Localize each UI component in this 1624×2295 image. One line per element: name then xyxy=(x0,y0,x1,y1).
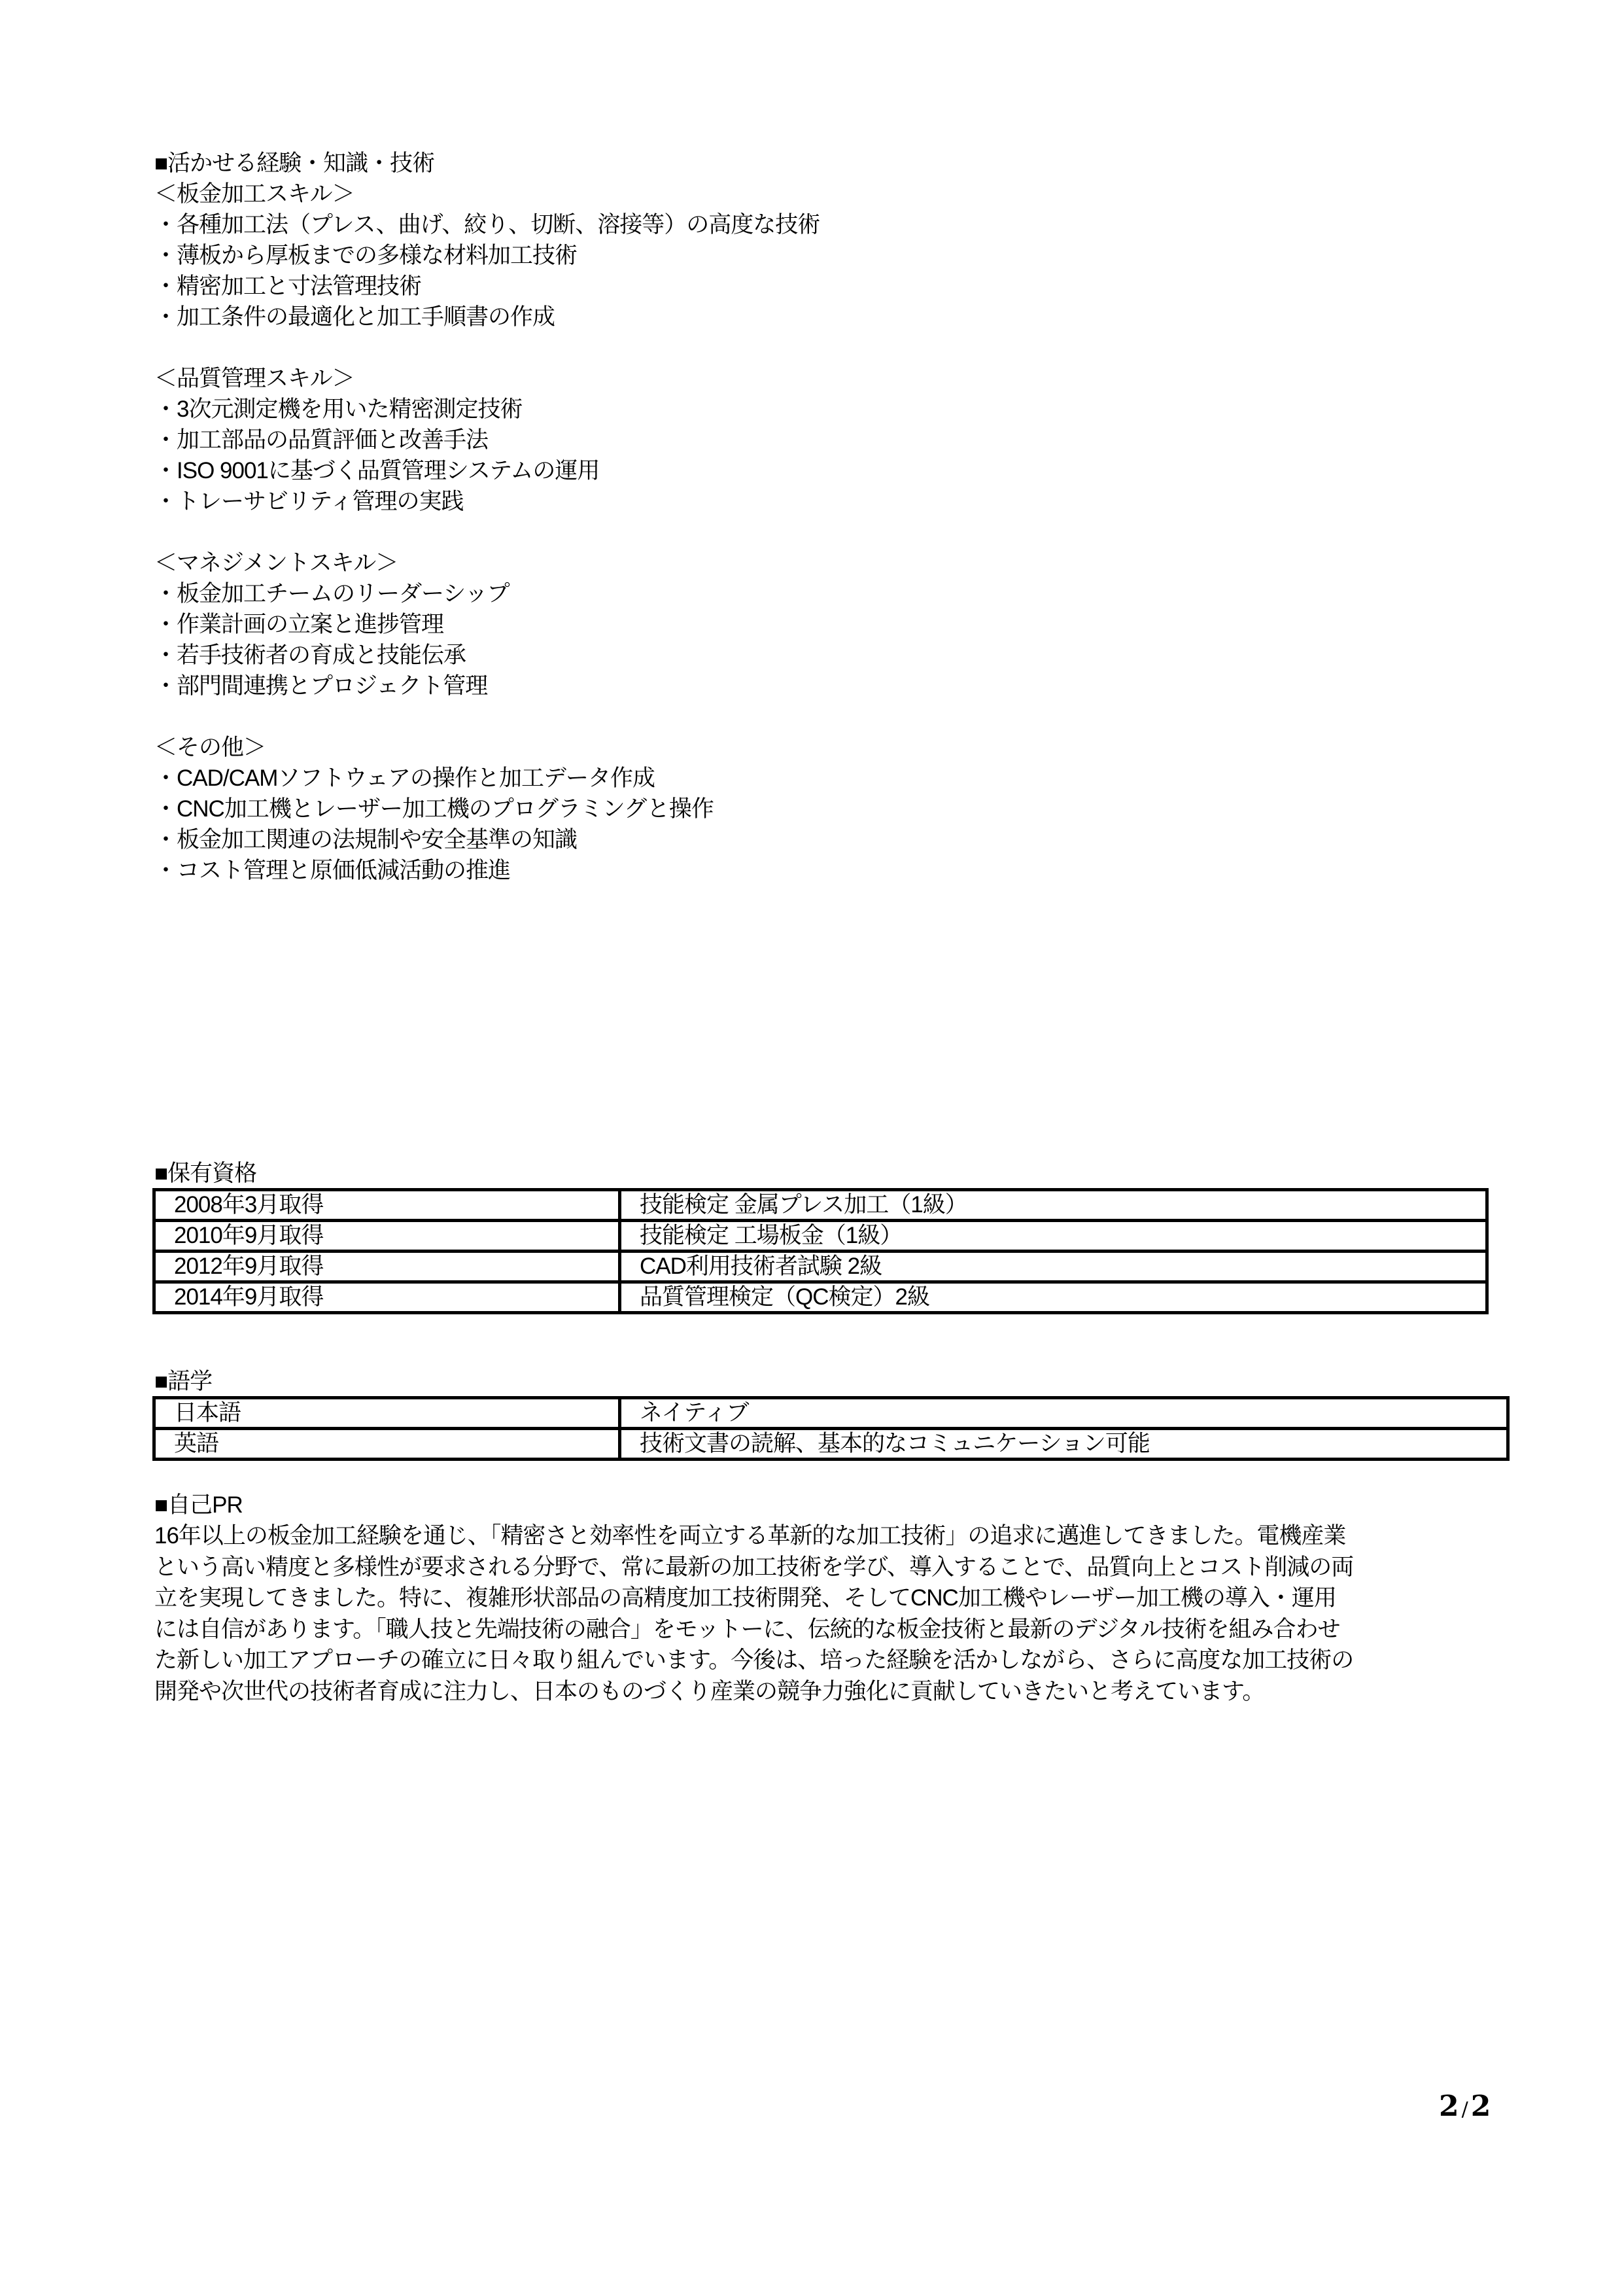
page-number xyxy=(1439,2087,1491,2129)
languages-heading: ■語学 xyxy=(154,1369,213,1394)
qualifications-heading: ■保有資格 xyxy=(154,1161,257,1186)
skill-item: ・部門間連携とプロジェクト管理 xyxy=(154,673,488,699)
languages-table xyxy=(152,1396,1510,1461)
qualifications-table xyxy=(152,1188,1489,1314)
skill-item: ・コスト管理と原価低減活動の推進 xyxy=(154,858,511,883)
skill-group-title-sheet-metal: ＜板金加工スキル＞ xyxy=(154,181,354,207)
skill-item: ・加工条件の最適化と加工手順書の作成 xyxy=(154,304,555,330)
qualification-date: 2012年9月取得 xyxy=(154,1252,620,1282)
page-separator: / xyxy=(1461,2098,1468,2121)
language-level: ネイティブ xyxy=(620,1398,1508,1429)
self-pr-heading: ■自己PR xyxy=(154,1492,243,1518)
skill-item: ・板金加工チームのリーダーシップ xyxy=(154,581,510,606)
qualification-date: 2014年9月取得 xyxy=(154,1282,620,1313)
skill-item: ・薄板から厚板までの多様な材料加工技術 xyxy=(154,243,578,268)
skill-item: ・板金加工関連の法規制や安全基準の知識 xyxy=(154,827,578,852)
skill-item: ・CAD/CAMソフトウェアの操作と加工データ作成 xyxy=(154,765,655,791)
page-total: 2 xyxy=(1470,2090,1491,2123)
page-current: 2 xyxy=(1439,2090,1459,2123)
self-pr-line: 開発や次世代の技術者育成に注力し、日本のものづくり産業の競争力強化に貢献していきたいと考えています。 xyxy=(154,1678,1265,1704)
skill-group-title-quality: ＜品質管理スキル＞ xyxy=(154,366,354,391)
skill-item: ・各種加工法（プレス、曲げ、絞り、切断、溶接等）の高度な技術 xyxy=(154,212,820,237)
table-row xyxy=(154,1221,1487,1252)
self-pr-paragraph xyxy=(154,1520,1508,1707)
table-row xyxy=(154,1398,1508,1429)
table-row xyxy=(154,1252,1487,1282)
qualification-date: 2008年3月取得 xyxy=(154,1190,620,1221)
language-name: 英語 xyxy=(154,1429,620,1460)
skill-item: ・3次元測定機を用いた精密測定技術 xyxy=(154,396,523,422)
skill-item: ・トレーサビリティ管理の実践 xyxy=(154,489,464,514)
skill-item: ・CNC加工機とレーザー加工機のプログラミングと操作 xyxy=(154,796,714,822)
table-row xyxy=(154,1282,1487,1313)
self-pr-line: 立を実現してきました。特に、複雑形状部品の高精度加工技術開発、そしてCNC加工機やレーザー加工機の導入・運用 xyxy=(154,1585,1336,1611)
language-name: 日本語 xyxy=(154,1398,620,1429)
skill-item: ・作業計画の立案と進捗管理 xyxy=(154,612,444,637)
self-pr-line: という高い精度と多様性が要求される分野で、常に最新の加工技術を学び、導入することで、品質向上とコスト削減の両 xyxy=(154,1554,1354,1580)
skills-heading: ■活かせる経験・知識・技術 xyxy=(154,150,435,176)
skill-group-title-other: ＜その他＞ xyxy=(154,735,266,760)
qualification-date: 2010年9月取得 xyxy=(154,1221,620,1252)
self-pr-line: には自信があります。「職人技と先端技術の融合」をモットーに、伝統的な板金技術と最新のデジタル技術を組み合わせ xyxy=(154,1616,1340,1642)
table-row xyxy=(154,1429,1508,1460)
self-pr-line: 16年以上の板金加工経験を通じ、「精密さと効率性を両立する革新的な加工技術」の追求に邁進してきました。電機産業 xyxy=(154,1523,1346,1549)
table-row xyxy=(154,1190,1487,1221)
qualification-name: 技能検定 金属プレス加工（1級） xyxy=(620,1190,1487,1221)
qualification-name: CAD利用技術者試験 2級 xyxy=(620,1252,1487,1282)
skill-item: ・精密加工と寸法管理技術 xyxy=(154,273,422,299)
qualification-name: 技能検定 工場板金（1級） xyxy=(620,1221,1487,1252)
skill-item: ・ISO 9001に基づく品質管理システムの運用 xyxy=(154,458,600,483)
self-pr-line: た新しい加工アプローチの確立に日々取り組んでいます。今後は、培った経験を活かしながら、さらに高度な加工技術の xyxy=(154,1647,1354,1673)
skill-item: ・若手技術者の育成と技能伝承 xyxy=(154,642,466,668)
language-level: 技術文書の読解、基本的なコミュニケーション可能 xyxy=(620,1429,1508,1460)
skill-item: ・加工部品の品質評価と改善手法 xyxy=(154,427,489,453)
qualification-name: 品質管理検定（QC検定）2級 xyxy=(620,1282,1487,1313)
skill-group-title-management: ＜マネジメントスキル＞ xyxy=(154,550,398,576)
